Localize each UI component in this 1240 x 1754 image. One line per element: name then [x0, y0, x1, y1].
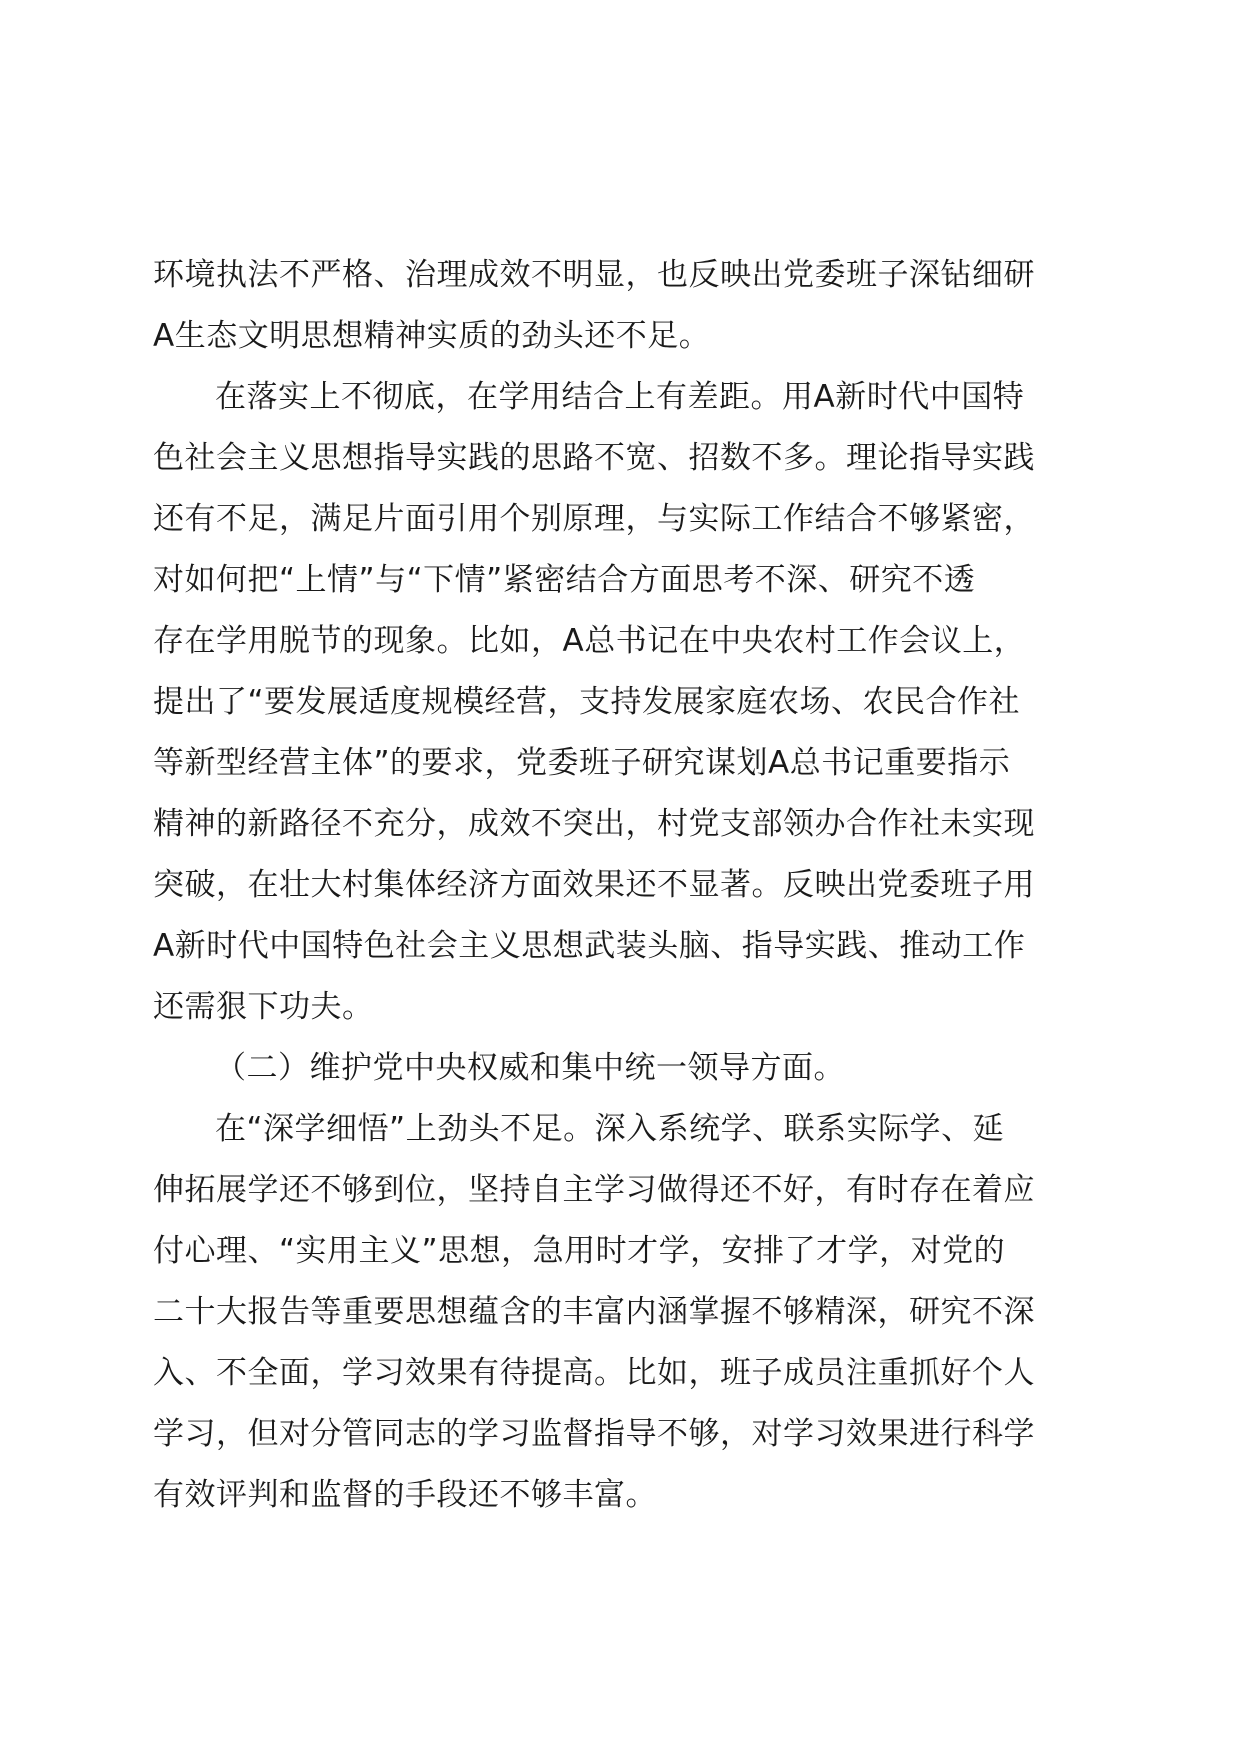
text-line: 精神的新路径不充分，成效不突出，村党支部领办合作社未实现 — [153, 806, 1035, 842]
text-line: 提出了“要发展适度规模经营，支持发展家庭农场、农民合作社 — [153, 684, 1021, 720]
text-line: A新时代中国特色社会主义思想武装头脑、指导实践、推动工作 — [153, 928, 1026, 964]
text-line: 对如何把“上情”与“下情”紧密结合方面思考不深、研究不透 — [153, 562, 976, 598]
text-line: A生态文明思想精神实质的劲头还不足。 — [153, 318, 711, 354]
text-line: 伸拓展学还不够到位，坚持自主学习做得还不好，有时存在着应 — [153, 1172, 1035, 1208]
text-line: 色社会主义思想指导实践的思路不宽、招数不多。理论指导实践 — [153, 440, 1035, 476]
text-line: 还需狠下功夫。 — [153, 989, 374, 1025]
paragraph-start-line: 在落实上不彻底，在学用结合上有差距。用A新时代中国特 — [215, 379, 1025, 415]
text-line: 还有不足，满足片面引用个别原理，与实际工作结合不够紧密， — [153, 501, 1035, 537]
paragraph-start-line: 在“深学细悟”上劲头不足。深入系统学、联系实际学、延 — [215, 1111, 1005, 1147]
text-line: 有效评判和监督的手段还不够丰富。 — [153, 1477, 657, 1513]
text-line: 二十大报告等重要思想蕴含的丰富内涵掌握不够精深，研究不深 — [153, 1294, 1035, 1330]
section-heading: （二）维护党中央权威和集中统一领导方面。 — [215, 1050, 845, 1086]
document-body — [153, 245, 1093, 1526]
text-line: 等新型经营主体”的要求，党委班子研究谋划A总书记重要指示 — [153, 745, 1011, 781]
text-line: 入、不全面，学习效果有待提高。比如，班子成员注重抓好个人 — [153, 1355, 1035, 1391]
text-line: 付心理、“实用主义”思想，急用时才学，安排了才学，对党的 — [153, 1233, 1006, 1269]
text-line: 学习，但对分管同志的学习监督指导不够，对学习效果进行科学 — [153, 1416, 1035, 1452]
text-line: 突破，在壮大村集体经济方面效果还不显著。反映出党委班子用 — [153, 867, 1035, 903]
text-line: 环境执法不严格、治理成效不明显，也反映出党委班子深钻细研 — [153, 257, 1035, 293]
text-line: 存在学用脱节的现象。比如，A总书记在中央农村工作会议上， — [153, 623, 1026, 659]
